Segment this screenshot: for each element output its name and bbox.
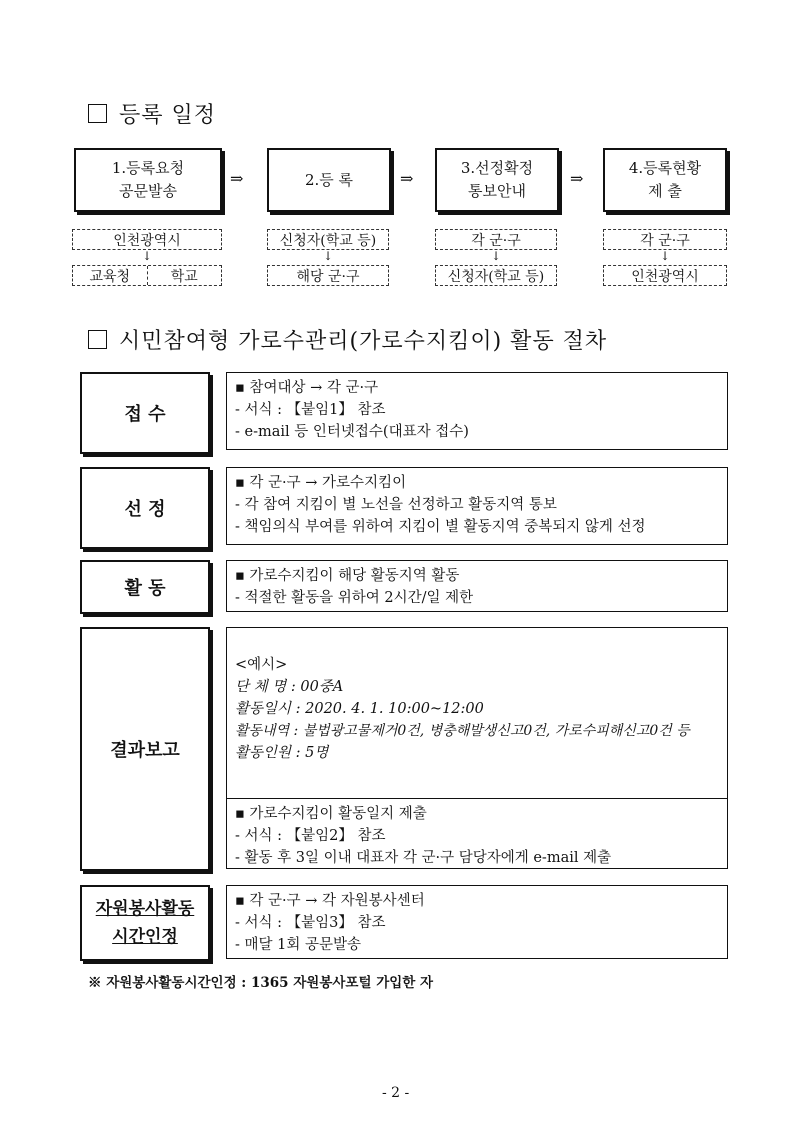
flow-4-from: 각 군·구 [603, 229, 727, 250]
flow-1-to-right: 학교 [170, 268, 198, 285]
content-line: - 서식 : 【붙임1】 참조 [235, 402, 386, 418]
content-line: ▪ 가로수지킴이 해당 활동지역 활동 [235, 568, 460, 584]
row-label-volunteer [80, 885, 210, 961]
volunteer-label-line1: 자원봉사활동 [95, 899, 195, 919]
flow-1-to-left: 교육청 [89, 268, 131, 285]
flow-3-to: 신청자(학교 등) [435, 265, 557, 286]
row-content-reception [226, 372, 728, 450]
flow-1-from: 인천광역시 [72, 229, 222, 250]
content-line: ▪ 각 군·구 → 각 자원봉사센터 [235, 893, 425, 909]
flow-1-to [72, 265, 222, 286]
example-line: 활동일시 : 2020. 4. 1. 10:00~12:00 [235, 701, 484, 717]
content-line: - e-mail 등 인터넷접수(대표자 접수) [235, 424, 469, 440]
content-line: - 책임의식 부여를 위하여 지킴이 별 활동지역 중복되지 않게 선정 [235, 519, 646, 535]
section-title-schedule: 등록 일정 [88, 98, 216, 129]
step-4-box: 4.등록현황 제 출 [603, 148, 727, 212]
flow-1-down-icon: ↓ [142, 249, 153, 263]
row-label-selection: 선 정 [80, 467, 210, 549]
step-2-box: 2.등 록 [267, 148, 391, 212]
page-number: - 2 - [382, 1085, 410, 1101]
content-line: ▪ 각 군·구 → 가로수지킴이 [235, 475, 407, 491]
row-label-activity: 활 동 [80, 560, 210, 614]
example-header: <예시> [235, 657, 288, 673]
flow-2-from: 신청자(학교 등) [267, 229, 389, 250]
content-line: - 활동 후 3일 이내 대표자 각 군·구 담당자에게 e-mail 제출 [235, 850, 612, 866]
flow-4-to: 인천광역시 [603, 265, 727, 286]
content-line: - 서식 : 【붙임2】 참조 [235, 828, 386, 844]
row-content-volunteer [226, 885, 728, 959]
flow-3-from: 각 군·구 [435, 229, 557, 250]
example-line: 활동인원 : 5명 [235, 745, 329, 761]
content-line: - 적절한 활동을 위하여 2시간/일 제한 [235, 590, 474, 606]
step-3-box: 3.선정확정 통보안내 [435, 148, 559, 212]
step-arrow-1: ⇒ [230, 169, 244, 188]
section-title-procedure: 시민참여형 가로수관리(가로수지킴이) 활동 절차 [88, 324, 607, 355]
volunteer-label-line2: 시간인정 [112, 927, 178, 947]
row-label-report: 결과보고 [80, 627, 210, 871]
content-line: ▪ 참여대상 → 각 군·구 [235, 380, 379, 396]
step-arrow-2: ⇒ [400, 169, 414, 188]
row-content-selection [226, 467, 728, 545]
checkbox-square-icon [88, 330, 107, 349]
flow-2-down-icon: ↓ [323, 249, 334, 263]
flow-3-down-icon: ↓ [491, 249, 502, 263]
content-line: - 각 참여 지킴이 별 노선을 선정하고 활동지역 통보 [235, 497, 557, 513]
row-label-reception: 접 수 [80, 372, 210, 454]
flow-2-to: 해당 군·구 [267, 265, 389, 286]
row-content-report [226, 627, 728, 869]
report-example [227, 628, 727, 770]
content-line: - 서식 : 【붙임3】 참조 [235, 915, 386, 931]
step-1-box: 1.등록요청 공문발송 [74, 148, 222, 212]
content-line: ▪ 가로수지킴이 활동일지 제출 [235, 806, 427, 822]
footnote: ※ 자원봉사활동시간인정 : 1365 자원봉사포털 가입한 자 [88, 975, 434, 991]
row-content-activity [226, 560, 728, 612]
content-line: - 매달 1회 공문발송 [235, 937, 362, 953]
report-submission [227, 798, 727, 873]
example-line: 활동내역 : 불법광고물제거0건, 병충해발생신고0건, 가로수피해신고0건 등 [235, 723, 690, 739]
example-line: 단 체 명 : 00중A [235, 679, 344, 695]
checkbox-square-icon [88, 104, 107, 123]
step-arrow-3: ⇒ [570, 169, 584, 188]
flow-4-down-icon: ↓ [660, 249, 671, 263]
